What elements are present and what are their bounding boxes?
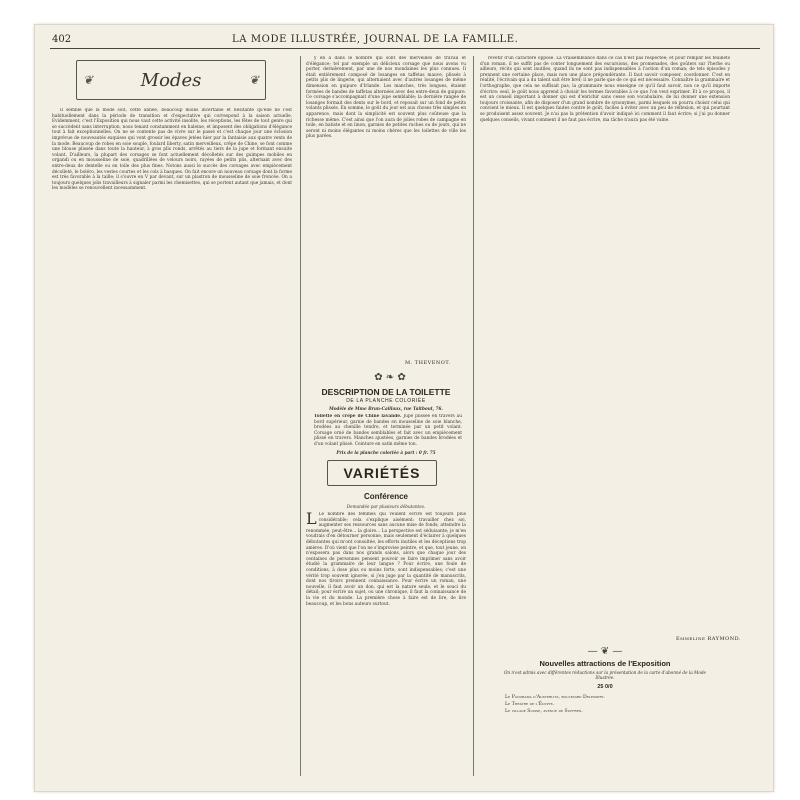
toilette-item-title: Toilette en crêpe de Chine lavande.: [314, 414, 402, 419]
list-item: Le Théâtre de l'Égypte.: [505, 702, 555, 707]
ornament-vignette-icon: ✿ ❧ ✿: [374, 371, 406, 383]
modes-article-col2: [306, 56, 466, 352]
conference-text-cont: revêtir d'un caractère opposé. La vraisemblance dans ce cas n'est pas respectée; et pour remplir les feuillets d'un roman, il ne suffit pas de conter longuement des excursions, des promenades, des goûters sur l'herbe ou ailleurs, récits qui sont inutiles, quand ils ne sont pas indispensables à l'action d'un roman; de tels épisodes y prennent une certaine place, mais non une place prépondérante. Il faut savoir composer, coordonner. C'est en réalité, l'écrivain qui a du talent sait être bref; il ne parle que de ce qui est nécessaire. Connaître la grammaire et l'orthographe, que cela ne suffisait pas; la grammaire nous enseigne ce qu'il faut savoir, non ce qu'il importe d'écrire: seul, le goût nous apprend à choisir les termes favorables à ce que l'on veut exprimer. Et à ce propos, il est un conseil important à donner qui est d'enrichir sans cesse son vocabulaire, de lui donner une extension toujours croissante, afin de disposer d'un grand nombre de synonymes, parmi lesquels on pourra choisir celui qui convient le mieux. Il est quelques fautes contre le goût, faciles à éviter avec un peu de réflexion, et qui pourtant se produisent assez souvent. Je n'ai pas la prétention d'avoir indiqué ici comment il faut écrire; si j'ai pu donner quelques conseils, vivant comment il ne faut pas écrire, ma tâche n'aura pas été vaine.: [480, 56, 730, 123]
flourish-right-icon: ❦: [248, 73, 259, 87]
column-divider-2: [473, 56, 474, 776]
toilette-price: Prix de la planche coloriée à part : 0 fr. 75: [336, 450, 436, 455]
modes-signature: M. THEVENOT.: [405, 360, 451, 366]
page-number: 402: [52, 34, 72, 45]
toilette-text: [314, 414, 462, 448]
modes-article-col1: [52, 108, 292, 788]
header-rule: [50, 48, 760, 49]
list-item: Le Panorama d'Austerlitz, boulevard Delessert.: [505, 695, 606, 700]
conference-col3: [480, 56, 730, 632]
toilette-caption: Modèle de Mme Brun-Caillaux, rue Taitbout, 76.: [329, 406, 443, 411]
attractions-title: Nouvelles attractions de l'Exposition: [539, 659, 671, 668]
varietes-title: VARIÉTÉS: [343, 465, 421, 481]
attractions-list: [505, 694, 725, 715]
conference-byline: Demandée par plusieurs débutantes.: [346, 504, 426, 509]
toilette-item-text: Jupe plissée en travers au bord supérieur, garnie de bandes en mousseline de soie blanche, brodées au chenille tendre, et terminée par un petit volant. Corsage orné de bandes semblables et fait avec un empiècement plissé en travers. Manches ajustées, garnies de bandes brodées et d'un volant plissé. Ceinture en satin même ton.: [314, 414, 462, 447]
modes-paragraph: Il semble que la mode soit, cette année, beaucoup moins incertaine et hésitante qu'elle ne l'est habituellement dans la période de transition et d'expectative qui correspond à la saison actuelle. Evidemment, c'est l'Exposition qui nous vaut cette activité insolite, les réceptions, les fêtes de tout genre qui se succèdent sans interruption, nous tenant constamment en haleine, et imposent des obligations d'élégance tout à fait exceptionnelles. On ne se contente pas de vivre sur le passé et c'est chaque jour une éclosion imprévue de nouveautés exquises qui vont grossir les épaves jetées hier par la fantaisie aux quatre vents de la mode. Beaucoup de robes en soie souple, foulard liberty, satin merveilleux, crêpe de Chine, se font comme une blouse plissée dans toute la hauteur, à gros plis ronds, arrêtés au tiers de la jupe et formant ensuite volant. D'ailleurs, la plupart des corsages se font actuellement décolletés sur des guimpes mobiles en organdi ou en mousseline de soie, quadrillées de velours noirs, rayées de petits plis, alternant avec des entre-deux de dentelle ou en toile des plus fines. Notons aussi le succès des corsages avec empiècement décolleté, le boléro, les vestes courtes et les cols à basques. On fait encore un nouveau corsage dont la forme est très favorable à la taille; il s'ouvre en V par devant, sur un plastron de mousseline de soie froncée. On a toujours quelques jolis travailleurs à signaler parmi les chemisettes, qui se portent autant que jamais, et dont les modèles se renouvellent incessamment.: [52, 108, 292, 192]
modes-title-box: [76, 60, 266, 100]
running-head: LA MODE ILLUSTRÉE, JOURNAL DE LA FAMILLE.: [232, 34, 519, 45]
attractions-price: 25 0/0: [597, 684, 613, 690]
flourish-left-icon: ❦: [83, 73, 94, 87]
modes-paragraph-cont: y en a dans le nombre qui sont des merveilles de travail et d'élégance; tel par exemple un délicieux corsage que nous avons vu porter, dernièrement, par une de nos mondaines les plus connues. Il était entièrement composé de losanges en taffetas mauve, plissés à petits plis de lingerie, qui alternaient avec d'autres losanges de même dimension en guipure d'Irlande. Les manches, très longues, étaient formées de bandes de taffetas alternées avec des entre-deux de guipure. Ce corsage s'accompagnait d'une jupe semblable; la dernière rangée de losanges formait des dents sur le bord, et reposait sur un fond de petits volants plissés. En somme, le goût du jour est aux choses très simples en apparence, mais dont la simplicité est souvent plus coûteuse que la richesse même. C'est ainsi que l'on aura de jolies robes de campagne en toile, en batiste et en linon, garnies de petites ruches ou de jours, qui ne seront ni moins élégantes ni moins chères que les toilettes de ville les plus parées.: [306, 56, 466, 140]
list-item: Le village Suisse, avenue de Suffren.: [505, 709, 583, 714]
dropcap-ornament-icon: L: [306, 512, 317, 528]
varietes-title-box: [327, 460, 437, 486]
attractions-ornament-icon: — ❦ —: [587, 645, 623, 657]
toilette-subtitle: DE LA PLANCHE COLORIÉE: [346, 398, 426, 404]
conference-signature: Emmeline RAYMOND.: [676, 636, 741, 642]
attractions-intro: On n'est admis avec différentes réductions sur la présentation de la carte d'abonné de la Mode Illustrée.: [503, 670, 707, 681]
toilette-title: DESCRIPTION DE LA TOILETTE: [321, 387, 451, 397]
conference-heading: Conférence: [363, 492, 408, 501]
column-divider-1: [300, 56, 301, 776]
conference-text: Le nombre des femmes qui veulent écrire est toujours plus considérable; cela s'explique aisément: travailler chez soi, augmenter ses ressources sans aucune mise de fonds; atteindre la renommée, peut-être... la gloire... La perspective est séduisante; je m'en voudrais d'en détourner personne, mais seulement d'éclairer à quelques débutantes qui m'ont consultée, les efforts inutiles et les déceptions trop amères. D'où vient que l'on ne s'improvise peintre, et que, tout jeune, on n'exposera pas dans nos grands salons, alors que chaque jour des centaines de personnes pensent pouvoir se faire imprimer sans avoir étudié la grammaire de leur langue ? Pour écrire, une foule de conditions, à dose plus ou moins forte, sont indispensables; c'est une vérité trop souvent ignorée, si j'en juge par la quantité de manuscrits, dont nos tiroirs prennent connaissance. Pour écrire un roman, une nouvelle, il faut avoir un don, qui est la nature seule, et le souci du détail; pour écrire un sujet, ou une chronique, il faut la connaissance de la vie et du monde. La première chose à faire est de lire, de lire beaucoup, et les bons auteurs surtout.: [306, 512, 466, 607]
conference-col2: [306, 512, 466, 788]
modes-title: Modes: [140, 69, 202, 91]
